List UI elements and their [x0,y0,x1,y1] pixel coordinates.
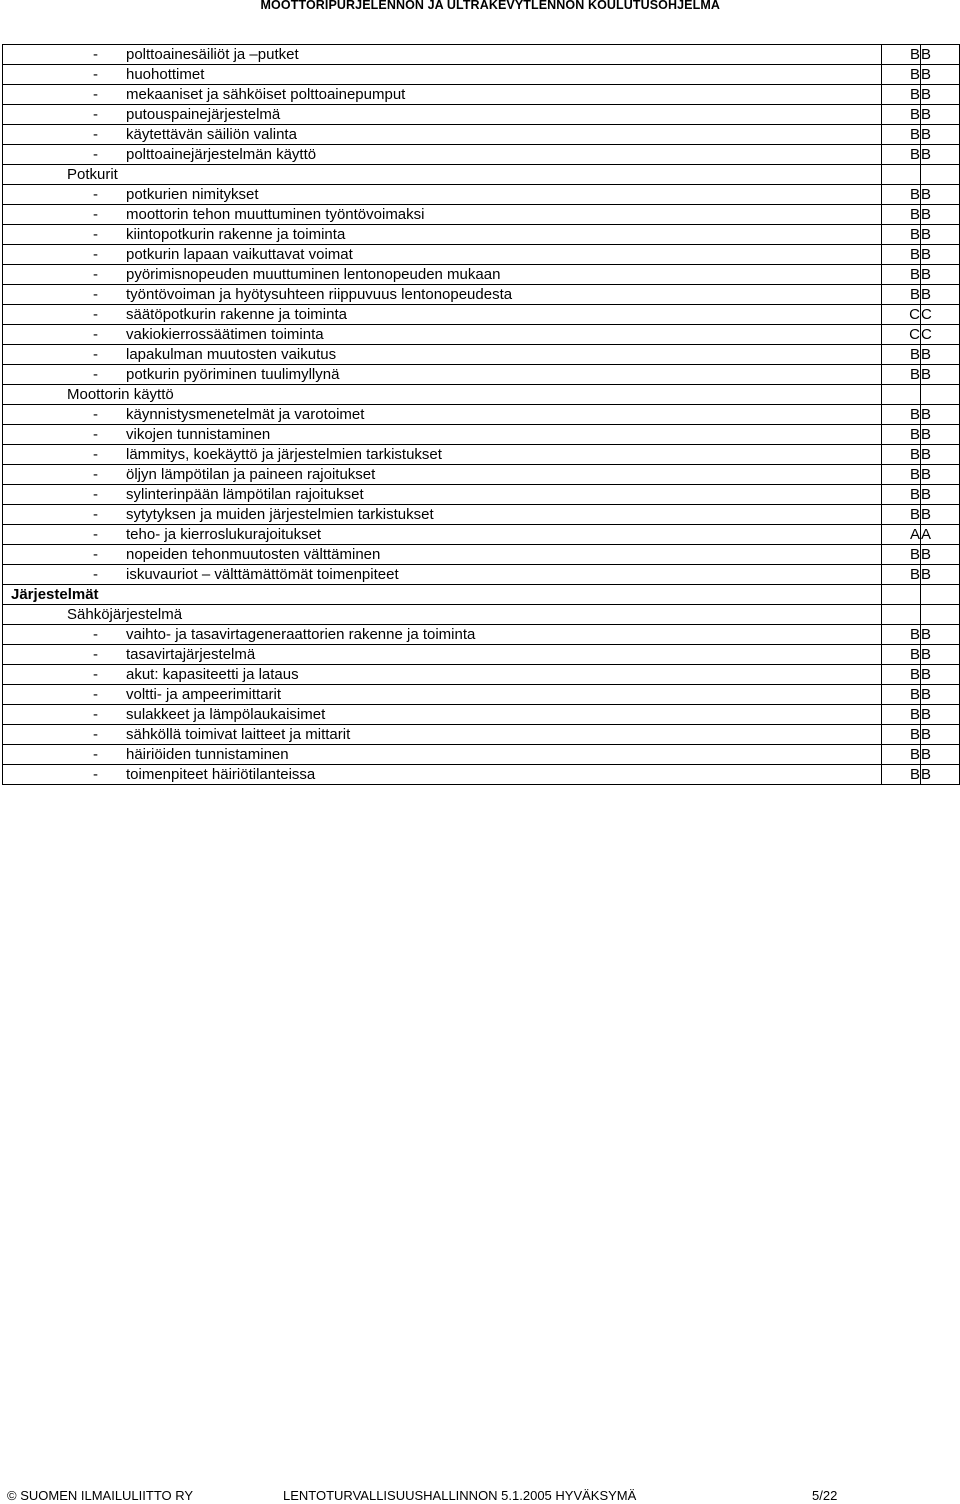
topic-cell [3,345,882,365]
syllabus-item-row [3,505,960,525]
topic-cell [3,165,882,185]
topic-cell [3,545,882,565]
bullet-dash: - [93,726,98,743]
topic-text: vikojen tunnistaminen [126,426,271,443]
grade-value: B [921,566,932,583]
grade-value: A [909,526,920,543]
syllabus-item-row [3,445,960,465]
syllabus-item-row [3,625,960,645]
grade-value: B [909,566,920,583]
topic-cell [3,45,882,65]
syllabus-item-row [3,725,960,745]
bullet-dash: - [93,686,98,703]
grade-ultralight-cell [921,745,960,765]
syllabus-item-row [3,525,960,545]
grade-value: B [909,746,920,763]
grade-value: B [909,206,920,223]
syllabus-item-row [3,325,960,345]
topic-text: sulakkeet ja lämpölaukaisimet [126,706,326,723]
topic-cell [3,425,882,445]
topic-cell [3,605,882,625]
subsection-title: Sähköjärjestelmä [67,606,183,623]
grade-motorglider-cell [882,605,921,625]
grade-value: B [909,546,920,563]
topic-text: mekaaniset ja sähköiset polttoainepumput [126,86,406,103]
subsection-row [3,605,960,625]
topic-text: iskuvauriot – välttämättömät toimenpiteet [126,566,399,583]
grade-motorglider-cell [882,85,921,105]
syllabus-rows [3,45,960,785]
grade-value: B [921,766,932,783]
grade-value: B [909,86,920,103]
grade-motorglider-cell [882,125,921,145]
syllabus-item-row [3,65,960,85]
grade-motorglider-cell [882,505,921,525]
syllabus-item-row [3,745,960,765]
grade-ultralight-cell [921,585,960,605]
grade-value: B [909,706,920,723]
grade-motorglider-cell [882,565,921,585]
topic-cell [3,305,882,325]
grade-motorglider-cell [882,385,921,405]
topic-text: häiriöiden tunnistaminen [126,746,289,763]
grade-value: B [921,626,932,643]
grade-ultralight-cell [921,405,960,425]
header-title: MOOTTORIPURJELENNON JA ULTRAKEVYTLENNON KOULUTUSOHJELMA [260,0,720,12]
grade-value: B [921,646,932,663]
grade-value: B [909,346,920,363]
grade-value: B [909,766,920,783]
grade-value: B [921,286,932,303]
bullet-dash: - [93,226,98,243]
syllabus-item-row [3,665,960,685]
grade-ultralight-cell [921,365,960,385]
grade-motorglider-cell [882,185,921,205]
grade-value: B [921,266,932,283]
bullet-dash: - [93,86,98,103]
grade-ultralight-cell [921,325,960,345]
topic-cell [3,565,882,585]
syllabus-item-row [3,145,960,165]
grade-motorglider-cell [882,325,921,345]
topic-text: tasavirtajärjestelmä [126,646,256,663]
grade-value: B [921,426,932,443]
topic-cell [3,765,882,785]
grade-ultralight-cell [921,765,960,785]
grade-value: B [909,226,920,243]
syllabus-item-row [3,125,960,145]
subsection-row [3,385,960,405]
topic-text: potkurin pyöriminen tuulimyllynä [126,366,340,383]
grade-value: B [909,126,920,143]
grade-value: B [921,186,932,203]
syllabus-table [2,44,960,785]
grade-motorglider-cell [882,665,921,685]
topic-cell [3,125,882,145]
grade-value: B [921,666,932,683]
topic-text: polttoainesäiliöt ja –putket [126,46,299,63]
grade-value: C [909,326,920,343]
syllabus-item-row [3,405,960,425]
grade-value: B [909,106,920,123]
grade-ultralight-cell [921,725,960,745]
bullet-dash: - [93,466,98,483]
bullet-dash: - [93,666,98,683]
topic-cell [3,285,882,305]
grade-value: A [921,526,932,543]
grade-motorglider-cell [882,45,921,65]
topic-cell [3,445,882,465]
topic-text: käynnistysmenetelmät ja varotoimet [126,406,365,423]
grade-value: B [909,686,920,703]
grade-ultralight-cell [921,645,960,665]
grade-motorglider-cell [882,705,921,725]
grade-motorglider-cell [882,685,921,705]
grade-value: B [921,206,932,223]
grade-value: B [909,626,920,643]
grade-value: B [909,446,920,463]
topic-cell [3,405,882,425]
topic-cell [3,65,882,85]
grade-value: B [921,126,932,143]
bullet-dash: - [93,646,98,663]
grade-value: B [921,406,932,423]
topic-text: työntövoiman ja hyötysuhteen riippuvuus lentonopeudesta [126,286,513,303]
grade-ultralight-cell [921,165,960,185]
grade-motorglider-cell [882,585,921,605]
grade-motorglider-cell [882,645,921,665]
topic-cell [3,385,882,405]
syllabus-item-row [3,345,960,365]
grade-value: B [909,646,920,663]
topic-text: sytytyksen ja muiden järjestelmien tarkistukset [126,506,434,523]
bullet-dash: - [93,366,98,383]
grade-ultralight-cell [921,285,960,305]
grade-motorglider-cell [882,225,921,245]
grade-value: B [921,226,932,243]
grade-value: B [921,346,932,363]
bullet-dash: - [93,126,98,143]
footer-page-number: 5/22 [812,1488,838,1503]
subsection-title: Moottorin käyttö [67,386,174,403]
bullet-dash: - [93,746,98,763]
grade-value: B [909,726,920,743]
bullet-dash: - [93,626,98,643]
topic-text: toimenpiteet häiriötilanteissa [126,766,316,783]
syllabus-item-row [3,265,960,285]
footer-copyright: © SUOMEN ILMAILULIITTO RY [7,1488,194,1503]
bullet-dash: - [93,766,98,783]
grade-value: B [921,146,932,163]
bullet-dash: - [93,406,98,423]
grade-ultralight-cell [921,505,960,525]
topic-cell [3,705,882,725]
topic-text: teho- ja kierroslukurajoitukset [126,526,322,543]
syllabus-item-row [3,185,960,205]
grade-ultralight-cell [921,445,960,465]
topic-cell [3,505,882,525]
topic-cell [3,665,882,685]
grade-value: B [909,486,920,503]
syllabus-item-row [3,365,960,385]
bullet-dash: - [93,106,98,123]
grade-ultralight-cell [921,225,960,245]
footer-approval: LENTOTURVALLISUUSHALLINNON 5.1.2005 HYVÄKSYMÄ [283,1488,637,1503]
bullet-dash: - [93,146,98,163]
syllabus-item-row [3,485,960,505]
topic-text: sylinterinpään lämpötilan rajoitukset [126,486,364,503]
grade-value: B [909,466,920,483]
topic-cell [3,225,882,245]
grade-ultralight-cell [921,185,960,205]
topic-text: vakiokierrossäätimen toiminta [126,326,324,343]
grade-value: B [909,406,920,423]
grade-value: B [921,546,932,563]
topic-text: lapakulman muutosten vaikutus [126,346,337,363]
syllabus-item-row [3,645,960,665]
grade-ultralight-cell [921,125,960,145]
grade-value: B [921,466,932,483]
topic-text: käytettävän säiliön valinta [126,126,297,143]
topic-text: pyörimisnopeuden muuttuminen lentonopeuden mukaan [126,266,501,283]
grade-value: B [921,486,932,503]
syllabus-item-row [3,545,960,565]
subsection-title: Potkurit [67,166,118,183]
topic-text: vaihto- ja tasavirtageneraattorien rakenne ja toiminta [126,626,476,643]
grade-ultralight-cell [921,245,960,265]
topic-text: potkurien nimitykset [126,186,259,203]
syllabus-item-row [3,565,960,585]
topic-cell [3,205,882,225]
topic-cell [3,745,882,765]
grade-value: B [921,726,932,743]
grade-value: B [909,146,920,163]
grade-value: B [909,246,920,263]
grade-motorglider-cell [882,525,921,545]
topic-cell [3,585,882,605]
topic-text: potkurin lapaan vaikuttavat voimat [126,246,353,263]
bullet-dash: - [93,206,98,223]
topic-text: nopeiden tehonmuutosten välttäminen [126,546,381,563]
grade-ultralight-cell [921,385,960,405]
grade-motorglider-cell [882,765,921,785]
topic-cell [3,645,882,665]
topic-cell [3,725,882,745]
topic-text: öljyn lämpötilan ja paineen rajoitukset [126,466,376,483]
grade-value: B [921,46,932,63]
topic-cell [3,365,882,385]
grade-value: B [909,506,920,523]
page-footer [0,1488,960,1504]
topic-cell [3,485,882,505]
grade-motorglider-cell [882,165,921,185]
section-row [3,585,960,605]
topic-cell [3,85,882,105]
topic-text: voltti- ja ampeerimittarit [126,686,282,703]
grade-ultralight-cell [921,85,960,105]
grade-ultralight-cell [921,145,960,165]
topic-text: putouspainejärjestelmä [126,106,281,123]
bullet-dash: - [93,506,98,523]
topic-cell [3,525,882,545]
grade-value: B [921,746,932,763]
bullet-dash: - [93,326,98,343]
grade-ultralight-cell [921,105,960,125]
section-title: Järjestelmät [11,586,99,603]
grade-ultralight-cell [921,525,960,545]
syllabus-item-row [3,465,960,485]
topic-text: moottorin tehon muuttuminen työntövoimaksi [126,206,425,223]
grade-ultralight-cell [921,605,960,625]
grade-value: B [909,666,920,683]
grade-motorglider-cell [882,65,921,85]
topic-text: kiintopotkurin rakenne ja toiminta [126,226,346,243]
topic-text: sähköllä toimivat laitteet ja mittarit [126,726,351,743]
grade-ultralight-cell [921,545,960,565]
grade-value: C [921,326,932,343]
topic-cell [3,265,882,285]
grade-ultralight-cell [921,65,960,85]
topic-text: akut: kapasiteetti ja lataus [126,666,299,683]
grade-value: B [921,106,932,123]
grade-motorglider-cell [882,105,921,125]
grade-value: B [909,366,920,383]
grade-motorglider-cell [882,425,921,445]
grade-value: B [921,706,932,723]
topic-cell [3,625,882,645]
bullet-dash: - [93,46,98,63]
syllabus-item-row [3,85,960,105]
grade-ultralight-cell [921,45,960,65]
grade-value: B [909,286,920,303]
grade-value: B [921,246,932,263]
topic-cell [3,185,882,205]
page-header [0,0,960,14]
topic-cell [3,325,882,345]
bullet-dash: - [93,346,98,363]
grade-ultralight-cell [921,305,960,325]
bullet-dash: - [93,306,98,323]
bullet-dash: - [93,566,98,583]
grade-motorglider-cell [882,445,921,465]
grade-value: B [909,66,920,83]
grade-ultralight-cell [921,705,960,725]
syllabus-item-row [3,205,960,225]
topic-cell [3,685,882,705]
topic-cell [3,245,882,265]
subsection-row [3,165,960,185]
bullet-dash: - [93,186,98,203]
grade-value: C [909,306,920,323]
syllabus-item-row [3,685,960,705]
topic-cell [3,465,882,485]
grade-motorglider-cell [882,245,921,265]
grade-motorglider-cell [882,725,921,745]
grade-motorglider-cell [882,265,921,285]
grade-motorglider-cell [882,285,921,305]
grade-ultralight-cell [921,485,960,505]
grade-value: B [921,686,932,703]
syllabus-item-row [3,245,960,265]
grade-value: B [909,426,920,443]
syllabus-item-row [3,45,960,65]
grade-motorglider-cell [882,305,921,325]
grade-ultralight-cell [921,625,960,645]
syllabus-item-row [3,765,960,785]
bullet-dash: - [93,66,98,83]
syllabus-item-row [3,705,960,725]
bullet-dash: - [93,266,98,283]
bullet-dash: - [93,706,98,723]
grade-value: B [909,46,920,63]
grade-ultralight-cell [921,345,960,365]
grade-ultralight-cell [921,465,960,485]
grade-value: B [909,266,920,283]
topic-cell [3,145,882,165]
grade-motorglider-cell [882,745,921,765]
bullet-dash: - [93,546,98,563]
grade-value: B [921,366,932,383]
topic-text: säätöpotkurin rakenne ja toiminta [126,306,347,323]
syllabus-item-row [3,225,960,245]
grade-value: B [921,506,932,523]
syllabus-item-row [3,105,960,125]
grade-value: B [921,66,932,83]
grade-motorglider-cell [882,205,921,225]
bullet-dash: - [93,486,98,503]
grade-value: B [909,186,920,203]
bullet-dash: - [93,446,98,463]
grade-motorglider-cell [882,405,921,425]
topic-cell [3,105,882,125]
grade-motorglider-cell [882,485,921,505]
grade-ultralight-cell [921,565,960,585]
bullet-dash: - [93,246,98,263]
topic-text: polttoainejärjestelmän käyttö [126,146,317,163]
grade-ultralight-cell [921,665,960,685]
grade-ultralight-cell [921,425,960,445]
grade-motorglider-cell [882,625,921,645]
syllabus-item-row [3,285,960,305]
grade-motorglider-cell [882,465,921,485]
syllabus-item-row [3,305,960,325]
bullet-dash: - [93,286,98,303]
grade-ultralight-cell [921,685,960,705]
bullet-dash: - [93,526,98,543]
bullet-dash: - [93,426,98,443]
grade-value: C [921,306,932,323]
grade-value: B [921,86,932,103]
grade-motorglider-cell [882,345,921,365]
grade-value: B [921,446,932,463]
grade-ultralight-cell [921,205,960,225]
grade-motorglider-cell [882,365,921,385]
topic-text: lämmitys, koekäyttö ja järjestelmien tarkistukset [126,446,442,463]
topic-text: huohottimet [126,66,205,83]
grade-ultralight-cell [921,265,960,285]
grade-motorglider-cell [882,545,921,565]
syllabus-item-row [3,425,960,445]
grade-motorglider-cell [882,145,921,165]
